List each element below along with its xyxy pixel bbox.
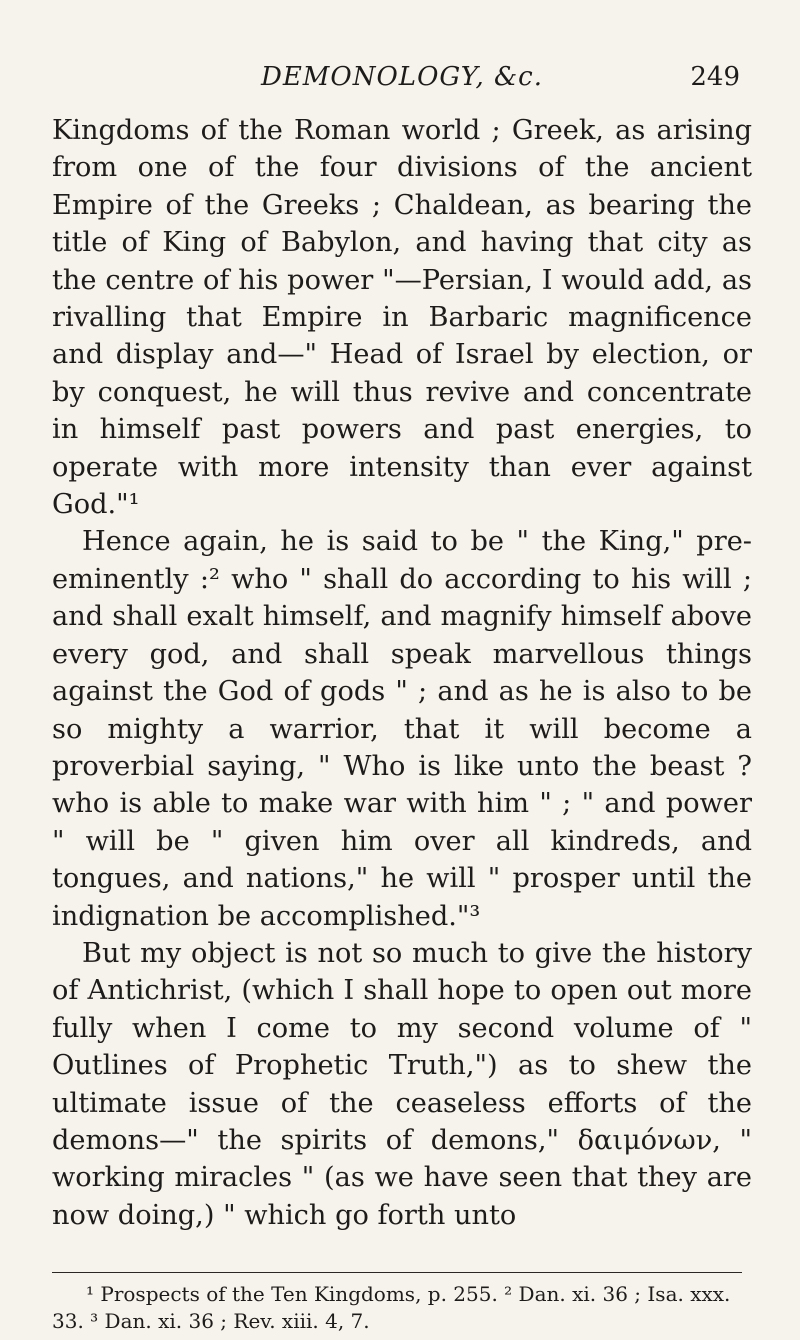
book-page: [52, 62, 752, 1335]
footnote-rule: [52, 1272, 742, 1273]
footnotes: [52, 1281, 752, 1335]
running-title: DEMONOLOGY, &c.: [260, 62, 544, 92]
footnote-text: ¹ Prospects of the Ten Kingdoms, p. 255. ² Dan. xi. 36 ; Isa. xxx. 33. ³ Dan. xi. 36 ; Rev. xiii. 4, 7.: [52, 1282, 731, 1334]
running-head: [52, 62, 752, 112]
page-number: 249: [690, 62, 740, 92]
body-text: [52, 112, 752, 1234]
paragraph-3: But my object is not so much to give the history of Antichrist, (which I shall hope to open out more fully when I come to my second volume of " Outlines of Prophetic Truth,") as to shew the ultimate issue of the ceaseless efforts of the demons—" the spirits of demons," δαιμόνων, " working miracles " (as we have seen that they are now doing,) " which go forth unto: [52, 937, 752, 1231]
paragraph-1: Kingdoms of the Roman world ; Greek, as arising from one of the four divisions of the ancient Empire of the Greeks ; Chaldean, as bearing the title of King of Babylon, and having that city as the centre of his power "—Persian, I would add, as rivalling that Empire in Barbaric magnificence and display and—" Head of Israel by election, or by conquest, he will thus revive and concentrate in himself past powers and past energies, to operate with more intensity than ever against God."¹: [52, 115, 752, 521]
paragraph-2: Hence again, he is said to be " the King," pre-eminently :² who " shall do according to his will ; and shall exalt himself, and magnify himself above every god, and shall speak marvellous things against the God of gods " ; and as he is also to be so mighty a warrior, that it will become a proverbial saying, " Who is like unto the beast ? who is able to make war with him " ; " and power " will be " given him over all kindreds, and tongues, and nations," he will " prosper until the indignation be accomplished."³: [52, 526, 752, 932]
